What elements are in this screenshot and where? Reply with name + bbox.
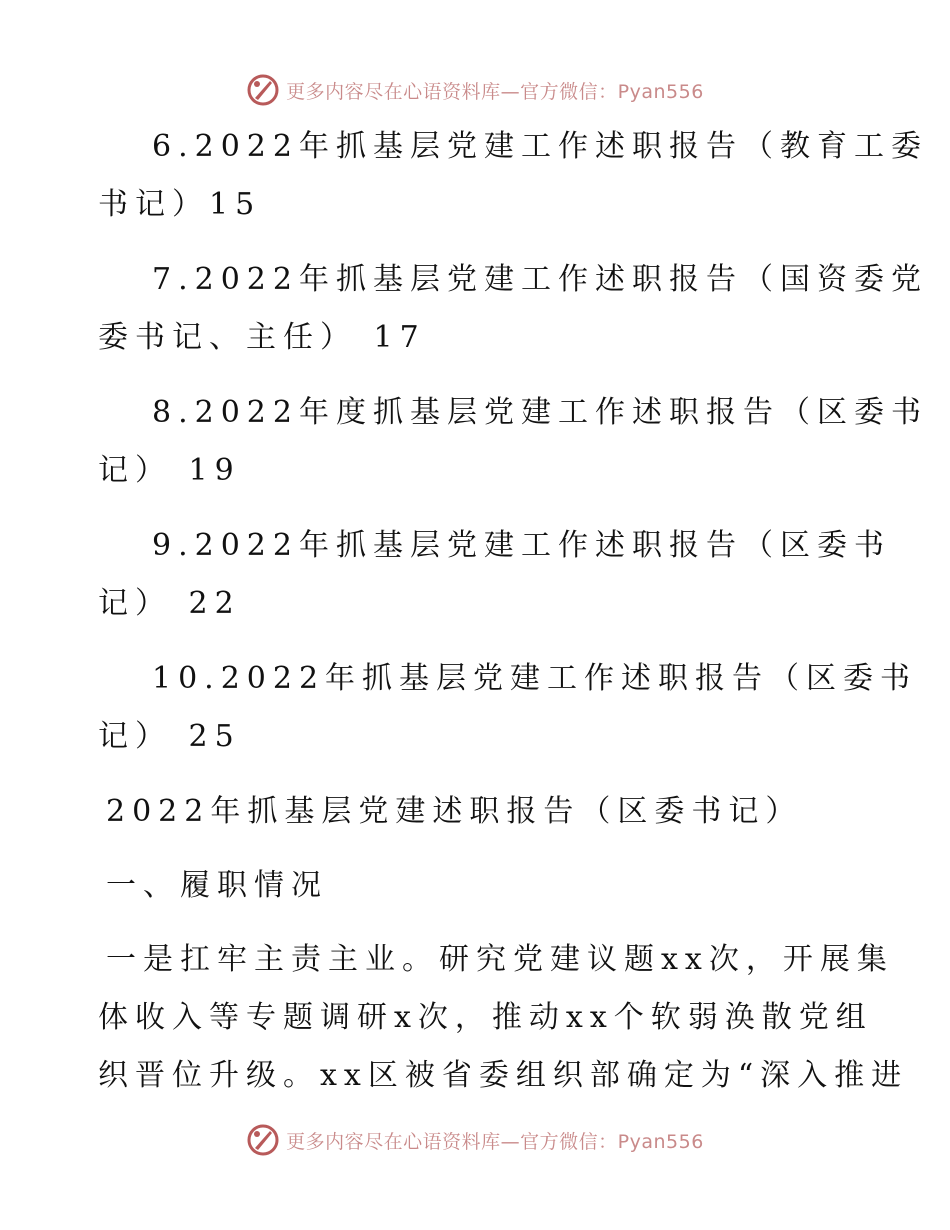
toc-entry-10-line1: 10.2022年抓基层党建工作述职报告（区委书: [152, 661, 918, 696]
watermark-text: 更多内容尽在心语资料库—官方微信：Pyan556: [286, 1130, 704, 1153]
toc-entry-8-line1: 8.2022年度抓基层党建工作述职报告（区委书: [152, 395, 928, 430]
toc-entry-9-line2: 记） 22: [98, 586, 241, 621]
toc-entry-7-line1: 7.2022年抓基层党建工作述职报告（国资委党: [152, 262, 928, 297]
paragraph-line-1: 一是扛牢主责主业。研究党建议题xx次，开展集: [106, 942, 894, 977]
toc-entry-10-line2: 记） 25: [98, 719, 241, 754]
paragraph-line-2: 体收入等专题调研x次，推动xx个软弱涣散党组: [98, 1000, 873, 1035]
subsection-heading: 一、履职情况: [106, 868, 328, 903]
footer-watermark: [0, 1120, 950, 1160]
watermark-text: 更多内容尽在心语资料库—官方微信：Pyan556: [286, 80, 704, 103]
section-title: 2022年抓基层党建述职报告（区委书记）: [106, 794, 803, 829]
quill-logo-icon: [246, 1123, 280, 1157]
toc-entry-6-line1: 6.2022年抓基层党建工作述职报告（教育工委: [152, 129, 928, 164]
paragraph-line-3: 织晋位升级。xx区被省委组织部确定为“深入推进: [98, 1058, 909, 1093]
toc-entry-6-line2: 书记）15: [98, 187, 262, 222]
toc-entry-9-line1: 9.2022年抓基层党建工作述职报告（区委书: [152, 528, 891, 563]
toc-entry-8-line2: 记） 19: [98, 453, 241, 488]
toc-entry-7-line2: 委书记、主任） 17: [98, 320, 426, 355]
